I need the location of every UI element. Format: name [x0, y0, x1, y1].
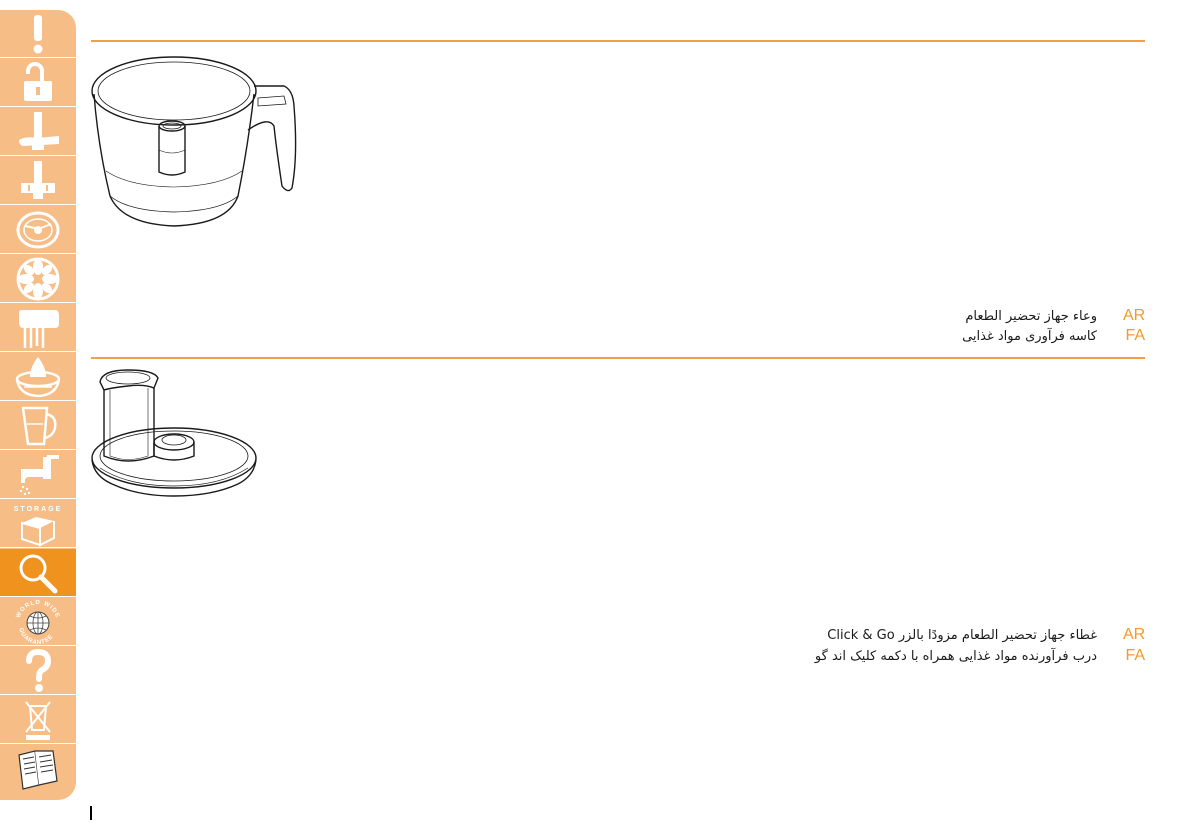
unlock-icon: [18, 61, 58, 105]
sidebar-item-guarantee[interactable]: [0, 598, 76, 646]
translation-row: [815, 646, 1145, 666]
knife-blade-icon: [15, 110, 61, 154]
section-divider: [91, 357, 1145, 359]
sidebar-item-blender-jar[interactable]: [0, 402, 76, 450]
sidebar-item-pasta-maker[interactable]: [0, 304, 76, 352]
bowl-illustration: [88, 46, 310, 231]
translation-text: غطاء جهاز تحضير الطعام مزودًا بالزر Click & Go: [827, 627, 1097, 643]
svg-text:STORAGE: STORAGE: [13, 505, 63, 513]
language-code: FA: [1125, 327, 1145, 344]
translation-row: [965, 306, 1145, 326]
jar-icon: [15, 404, 61, 448]
kneading-tool-icon: [15, 159, 61, 203]
globe-icon: [11, 599, 65, 645]
language-code: FA: [1125, 647, 1145, 664]
exclamation-icon: [18, 12, 58, 56]
book-icon: [13, 747, 63, 791]
sidebar-item-emulsifying-disc[interactable]: [0, 255, 76, 303]
tap-icon: [15, 453, 61, 497]
svg-text:GUARANTEE: GUARANTEE: [17, 626, 55, 645]
svg-text:WORLD WIDE: WORLD WIDE: [15, 599, 61, 619]
magnifier-icon: [15, 551, 61, 595]
sidebar-item-cleaning[interactable]: [0, 451, 76, 499]
sidebar-item-citrus-press[interactable]: [0, 353, 76, 401]
flower-disc-icon: [15, 257, 61, 301]
pasta-icon: [15, 306, 61, 350]
sidebar-item-faq[interactable]: [0, 647, 76, 695]
sidebar-item-knife-blade[interactable]: [0, 108, 76, 156]
sidebar-item-important[interactable]: [0, 10, 76, 58]
sidebar-item-unlock[interactable]: [0, 59, 76, 107]
translation-text: وعاء جهاز تحضير الطعام: [965, 308, 1097, 324]
sidebar-item-disposal[interactable]: [0, 696, 76, 744]
sidebar-item-search[interactable]: [0, 549, 76, 597]
sidebar-item-kneading-tool[interactable]: [0, 157, 76, 205]
translation-text: درب فرآورنده مواد غذایی همراه با دکمه کلیک اند گو: [814, 648, 1097, 664]
storage-box-icon: [12, 501, 64, 547]
section-divider: [91, 40, 1145, 42]
translation-row: [962, 326, 1145, 346]
translation-text: کاسه فرآوری مواد غذایی: [962, 328, 1097, 344]
language-code: AR: [1123, 307, 1146, 324]
translation-row: [827, 625, 1145, 645]
citrus-press-icon: [14, 355, 62, 399]
page-marker: [90, 806, 92, 820]
sidebar-item-storage[interactable]: [0, 500, 76, 548]
question-icon: [18, 649, 58, 693]
disc-icon: [15, 208, 61, 252]
sidebar-item-slicing-disc[interactable]: [0, 206, 76, 254]
crossed-bin-icon: [18, 698, 58, 742]
sidebar-nav: [0, 10, 76, 800]
sidebar-item-manual[interactable]: [0, 745, 76, 793]
language-code: AR: [1123, 626, 1146, 643]
lid-illustration: [88, 364, 260, 504]
